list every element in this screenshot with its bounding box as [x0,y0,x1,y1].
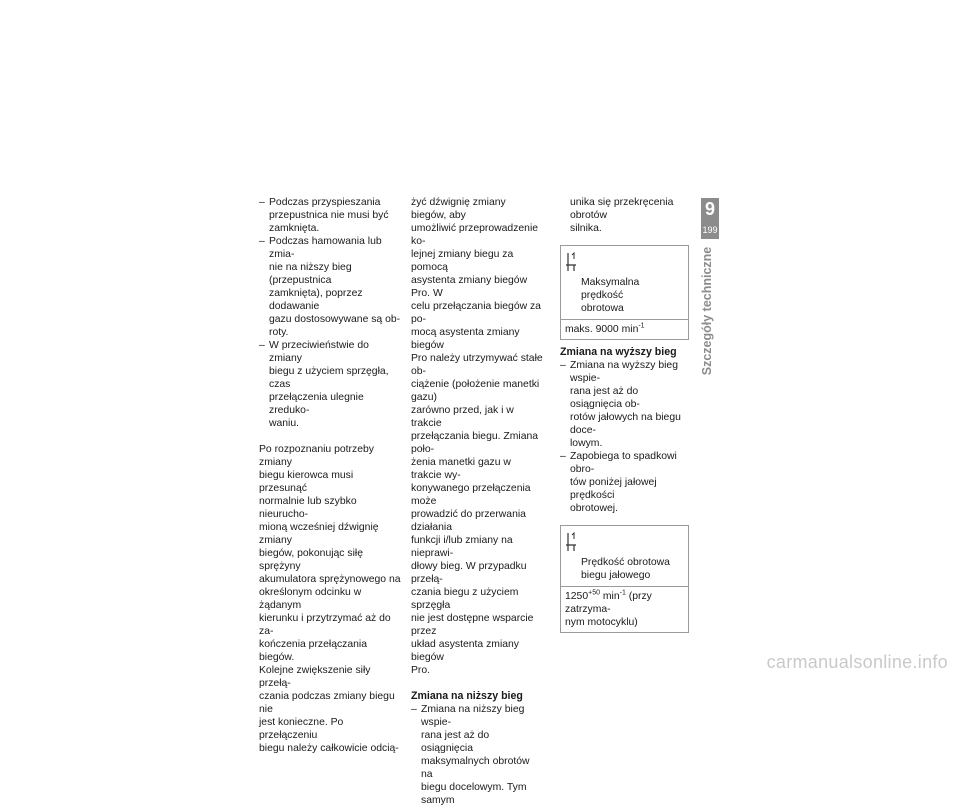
column-1 [259,196,401,755]
column-3 [560,196,688,639]
list-item: – Zmiana na niższy bieg wspie- rana jest aż do osiągnięcia maksymalnych obrotów na biegu docelowym. Tym samym [411,704,530,806]
spec-value: $1250^{+50}$ $\min^{-1}$ (przy zatrzyma- nym motocyklu) [565,589,652,628]
engine-speed-icon [565,252,577,272]
spec-box-max-rpm [560,245,689,340]
spec-label: Prędkość obrotowa biegu jałowego [581,557,670,581]
watermark: carmanualsonline.info [766,652,948,672]
engine-speed-icon [565,532,577,552]
paragraph: żyć dźwignię zmiany biegów, aby umożliwić przeprowadzenie ko- lejnej zmiany biegu za pomocą asystenta zmiany biegów Pro. W celu przełączania biegów za po- mocą asystenta zmiany biegów Pro należy utrzymywać stałe ob- ciążenie (położenie manetki gazu) zarówno przed, jak i w trakcie przełączania biegu. Zmiana poło- żenia manetki gazu w trakcie wy- konywanego przełączenia może prowadzić do przerwania działania funkcji i/lub zmiany na nieprawi- dłowy bieg. W przypadku przełą- czania biegu z użyciem sprzęgła nie jest dostępne wsparcie przez układ asystenta zmiany biegów Pro. [411,197,543,676]
section-heading: Zmiana na niższy bieg [411,690,523,702]
side-title: Szczegóły techniczne [700,246,714,375]
spec-box-idle-speed [560,525,689,633]
list-item: – W przeciwieństwie do zmiany biegu z użyciem sprzęgła, czas przełączenia ulegnie zreduko- waniu. [259,340,389,429]
chapter-number: 9 [704,199,715,219]
chapter-tab [701,198,719,239]
spec-label: Maksymalna prędkość obrotowa [581,277,640,314]
paragraph-continuation: unika się przekręcenia obrotów silnika. [570,197,674,234]
list-item: – Podczas hamowania lub zmia- nie na niższy bieg (przepustnica zamknięta), poprzez dodawanie gazu dostosowywane są ob- roty. [259,236,401,338]
spec-value: maks. 9000 $\min^{-1}$ [565,322,645,335]
column-2 [411,196,543,807]
list-item: – Zmiana na wyższy bieg wspie- rana jest aż do osiągnięcia ob- rotów jałowych na biegu doce- lowym. [560,360,681,449]
section-heading: Zmiana na wyższy bieg [560,346,677,358]
list-item: – Zapobiega to spadkowi obro- tów poniżej jałowej prędkości obrotowej. [560,451,677,514]
page-number: 199 [702,225,718,235]
paragraph: Po rozpoznaniu potrzeby zmiany biegu kierowca musi przesunąć normalnie lub szybko nieurucho- mioną wcześniej dźwignię zmiany biegów, pokonując siłę sprężyny akumulatora sprężynowego na określonym odcinku w żądanym kierunku i przytrzymać aż do za- kończenia przełączania biegów. Kolejne zwiększenie siły przełą- czania podczas zmiany biegu nie jest konieczne. Po przełączeniu biegu należy całkowicie odcią- [259,444,401,754]
list-item: – Podczas przyspieszania przepustnica nie musi być zamknięta. [259,197,389,234]
